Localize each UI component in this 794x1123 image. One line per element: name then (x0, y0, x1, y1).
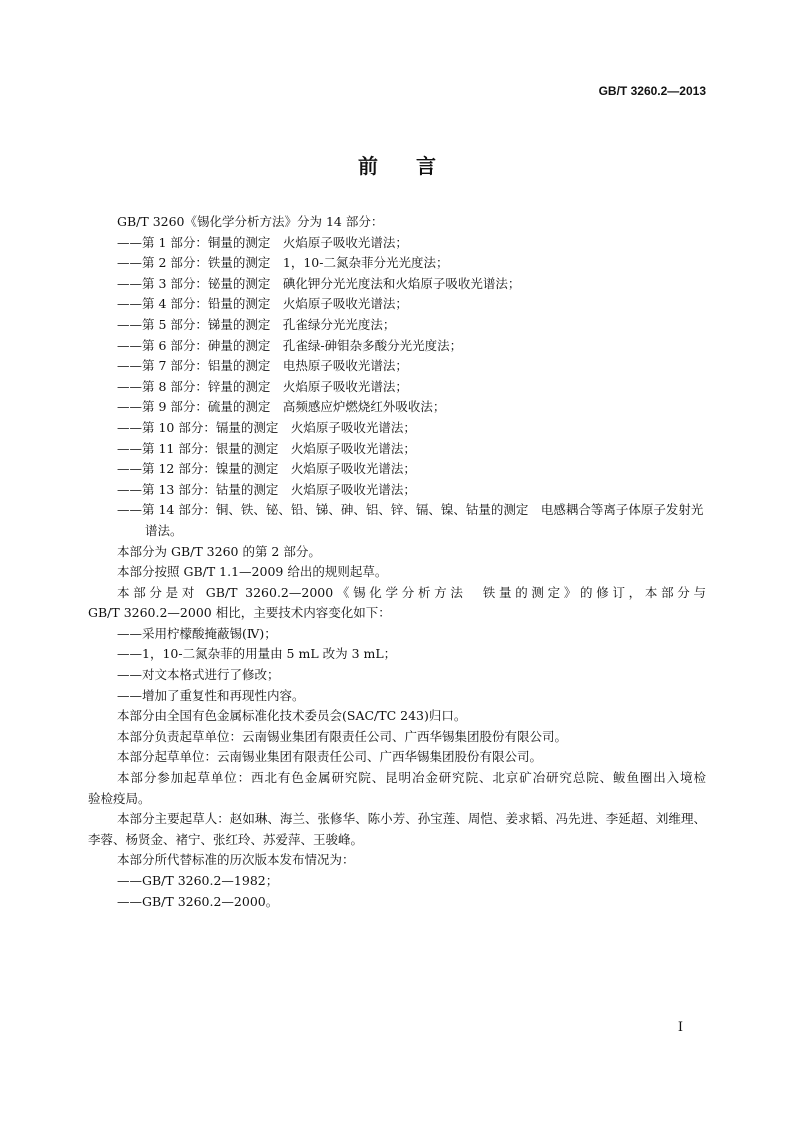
text-line: 李蓉、杨贤金、褚宁、张红玲、苏爱萍、王骏峰。 (88, 831, 364, 847)
text-line: 本部分由全国有色金属标准化技术委员会(SAC/TC 243)归口。 (117, 708, 467, 724)
text-line: ——第 6 部分：砷量的测定 孔雀绿-砷钼杂多酸分光光度法； (117, 337, 463, 353)
text-line: 验检疫局。 (88, 790, 151, 806)
text-line: ——第 4 部分：铅量的测定 火焰原子吸收光谱法； (117, 296, 408, 312)
text-line: ——第 10 部分：镉量的测定 火焰原子吸收光谱法； (117, 419, 416, 435)
text-line: 本部分主要起草人：赵如琳、海兰、张修华、陈小芳、孙宝莲、周恺、姜求韬、冯先进、李延超、刘维理、 (117, 811, 706, 827)
text-line: ——1，10-二氮杂菲的用量由 5 mL 改为 3 mL； (117, 646, 397, 662)
text-line: ——第 14 部分：铜、铁、铋、铅、锑、砷、铝、锌、镉、镍、钴量的测定 电感耦合等离子体原子发射光 (117, 502, 704, 518)
text-line: ——第 9 部分：硫量的测定 高频感应炉燃烧红外吸收法； (117, 399, 446, 415)
text-line: ——GB/T 3260.2—2000。 (117, 893, 279, 909)
text-line: ——第 1 部分：铜量的测定 火焰原子吸收光谱法； (117, 234, 408, 250)
standard-number: GB/T 3260.2—2013 (598, 84, 706, 98)
text-line: ——第 8 部分：锌量的测定 火焰原子吸收光谱法； (117, 378, 408, 394)
text-line: ——第 13 部分：钴量的测定 火焰原子吸收光谱法； (117, 481, 416, 497)
text-line: ——第 2 部分：铁量的测定 1，10-二氮杂菲分光光度法； (117, 255, 449, 271)
foreword-body (88, 212, 706, 912)
text-line: ——采用柠檬酸掩蔽锡(Ⅳ)； (117, 625, 277, 641)
text-line: ——增加了重复性和再现性内容。 (117, 687, 305, 703)
text-line: ——GB/T 3260.2—1982； (117, 873, 279, 888)
text-line: ——第 7 部分：铝量的测定 电热原子吸收光谱法； (117, 358, 408, 374)
text-line: GB/T 3260《锡化学分析方法》分为 14 部分： (117, 214, 384, 229)
text-line: 本部分按照 GB/T 1.1—2009 给出的规则起草。 (117, 564, 388, 580)
text-line: 本部分参加起草单位：西北有色金属研究院、昆明冶金研究院、北京矿冶研究总院、鲅鱼圈出入境检 (117, 770, 706, 786)
text-line: GB/T 3260.2—2000 相比，主要技术内容变化如下： (88, 605, 391, 621)
text-line: 本部分起草单位：云南锡业集团有限责任公司、广西华锡集团股份有限公司。 (117, 749, 543, 765)
page-title: 前言 (358, 154, 474, 178)
text-line: 谱法。 (145, 522, 183, 538)
text-line: ——对文本格式进行了修改； (117, 667, 280, 683)
text-line: 本部分负责起草单位：云南锡业集团有限责任公司、广西华锡集团股份有限公司。 (117, 728, 568, 744)
text-line: ——第 5 部分：锑量的测定 孔雀绿分光光度法； (117, 316, 396, 332)
text-line: ——第 3 部分：铋量的测定 碘化钾分光光度法和火焰原子吸收光谱法； (117, 275, 521, 291)
text-line: 本部分为 GB/T 3260 的第 2 部分。 (117, 543, 321, 559)
page-number: I (677, 1020, 683, 1035)
text-line: ——第 11 部分：银量的测定 火焰原子吸收光谱法； (117, 440, 416, 456)
text-line: 本部分是对 GB/T 3260.2—2000《锡化学分析方法 铁量的测定》的修订，本部分与 (117, 584, 706, 600)
text-line: 本部分所代替标准的历次版本发布情况为： (117, 852, 355, 868)
text-line: ——第 12 部分：镍量的测定 火焰原子吸收光谱法； (117, 461, 416, 477)
